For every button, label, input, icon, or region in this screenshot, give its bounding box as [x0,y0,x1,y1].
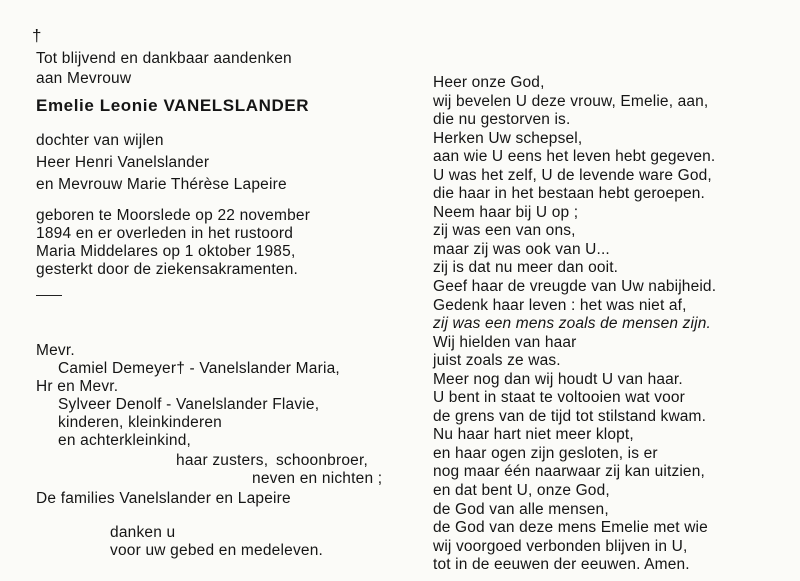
prayer-line: Wij hielden van haar [433,333,577,351]
prayer-line: juist zoals ze was. [433,352,561,370]
prayer-line: en haar ogen zijn gesloten, is er [433,444,658,462]
family-zusters [176,452,368,470]
family-sylveer: Sylveer Denolf - Vanelslander Flavie, [58,396,320,413]
bio-line-3: Maria Middelares op 1 oktober 1985, [36,243,296,260]
family-zusters-b: schoonbroer, [275,452,368,469]
prayer-line: U bent in staat te voltooien wat voor [433,389,685,407]
parents-line-1: dochter van wijlen [36,132,164,149]
bio-line-1: geboren te Moorslede op 22 november [36,207,311,224]
prayer-line: zij was een mens zoals de mensen zijn. [433,315,711,333]
prayer-line: aan wie U eens het leven hebt gegeven. [433,148,716,166]
separator-dash [36,295,62,296]
prayer-lines [433,74,778,575]
prayer-line: de God van alle mensen, [433,500,609,518]
family-zusters-a: haar zusters, [176,452,269,469]
prayer-column [433,74,778,575]
parents-line-3: en Mevrouw Marie Thérèse Lapeire [36,176,287,193]
prayer-line: de grens van de tijd tot stilstand kwam. [433,407,707,425]
prayer-line: Geef haar de vreugde van Uw nabijheid. [433,278,717,296]
bio-line-4: gesterkt door de ziekensakramenten. [36,261,299,278]
prayer-line: Nu haar hart niet meer klopt, [433,426,634,444]
family-neven: neven en nichten ; [252,470,383,487]
intro-line-2: aan Mevrouw [36,70,132,87]
prayer-line: U was het zelf, U de levende ware God, [433,166,712,184]
prayer-line: tot in de eeuwen der eeuwen. Amen. [433,556,690,574]
cross-symbol: † [32,26,42,45]
prayer-line: wij bevelen U deze vrouw, Emelie, aan, [433,92,709,110]
prayer-line: wij voorgoed verbonden blijven in U, [433,537,688,555]
thanks-line-2: voor uw gebed en medeleven. [110,542,324,559]
bio-line-2: 1894 en er overleden in het rustoord [36,225,294,242]
prayer-line: maar zij was ook van U... [433,240,610,258]
prayer-line: die nu gestorven is. [433,111,571,129]
parents-line-2: Heer Henri Vanelslander [36,154,210,171]
prayer-line: zij was een van ons, [433,222,576,240]
prayer-line: de God van deze mens Emelie met wie [433,519,708,537]
prayer-line: Gedenk haar leven : het was niet af, [433,296,687,314]
prayer-line: Neem haar bij U op ; [433,203,579,221]
family-hr-mevr: Hr en Mevr. [36,378,119,395]
families-line: De families Vanelslander en Lapeire [36,490,291,507]
intro-line-1: Tot blijvend en dankbaar aandenken [36,50,292,67]
family-kinderen: kinderen, kleinkinderen [58,414,223,431]
deceased-name: Emelie Leonie VANELSLANDER [36,96,310,115]
prayer-line: nog maar één naarwaar zij kan uitzien, [433,463,705,481]
family-mevr: Mevr. [36,342,75,359]
prayer-line: die haar in het bestaan hebt geroepen. [433,185,705,203]
prayer-line: Herken Uw schepsel, [433,129,583,147]
family-camiel: Camiel Demeyer† - Vanelslander Maria, [58,360,340,377]
prayer-line: Meer nog dan wij houdt U van haar. [433,370,683,388]
prayer-line: en dat bent U, onze God, [433,482,610,500]
thanks-line-1: danken u [110,524,176,541]
family-achterkleinkind: en achterkleinkind, [58,432,192,449]
prayer-line: Heer onze God, [433,74,545,91]
prayer-line: zij is dat nu meer dan ooit. [433,259,619,277]
